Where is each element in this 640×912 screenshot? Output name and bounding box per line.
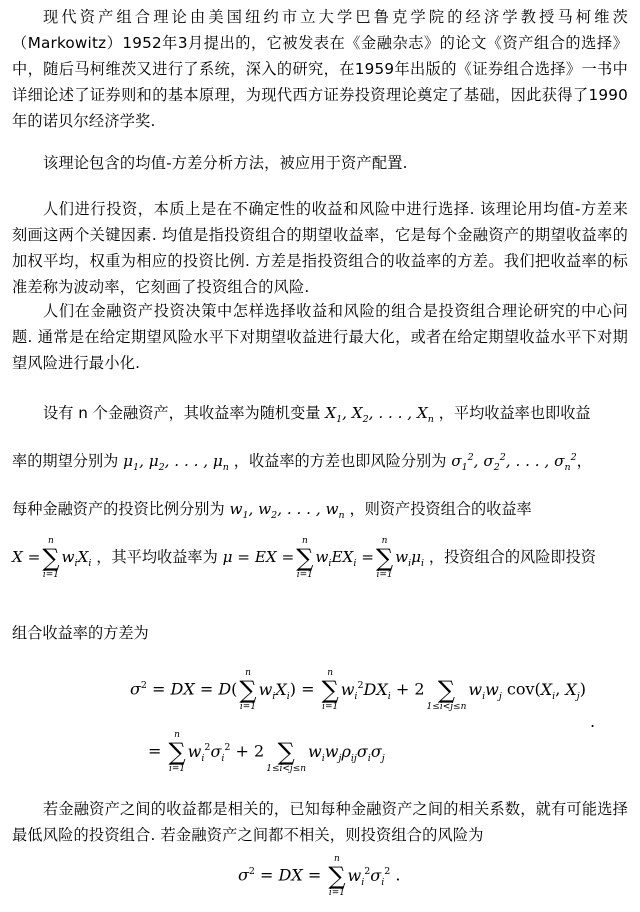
weights-text-b: ，则资产投资组合的收益率 bbox=[349, 500, 532, 518]
correlation-paragraph: 若金融资产之间的收益都是相关的，已知每种金融资产之间的相关系数，就有可能选择最低风险的投资组合. 若金融资产之间都不相关，则投资组合的风险为 bbox=[12, 800, 628, 844]
weights-text-a: 每种金融资产的投资比例分别为 bbox=[12, 500, 225, 518]
means-formula: $\mu_1$, $\mu_2$, . . . , $\mu_n$ bbox=[123, 452, 229, 474]
weights-line bbox=[12, 496, 632, 522]
uncorrelated-variance-equation: $\sigma^2$ = DX = n ∑ i=1 $w_i^2\sigma_i^2$ . bbox=[238, 854, 401, 898]
returns-formula: $X_1$, $X_2$, . . . , $X_n$ bbox=[325, 404, 434, 426]
mean-variance-paragraph: 人们进行投资，本质上是在不确定性的收益和风险中进行选择. 该理论用均值-方差来刻画这两个关键因素. 均值是指投资组合的期望收益率，它是每个金融资产的期望收益率的加权平均，权重为相应的投资比例. 方差是指投资组合的收益率的方差。我们把收益率的标准差称为波动率，它刻画了投资组合的风险. bbox=[12, 200, 628, 296]
assets-text-a: 设有 n 个金融资产，其收益率为随机变量 bbox=[43, 404, 321, 422]
variances-formula: $\sigma_1^2$, $\sigma_2^2$, . . . , $\sigma_n^2$ bbox=[451, 451, 577, 474]
portfolio-return-text-b: ，投资组合的风险即投资 bbox=[428, 548, 596, 566]
expectation-text-b: ，收益率的方差也即风险分别为 bbox=[233, 452, 447, 470]
equation-period: . bbox=[590, 712, 596, 731]
core-problem-paragraph: 人们在金融资产投资决策中怎样选择收益和风险的组合是投资组合理论研究的中心问题. 通常是在给定期望风险水平下对期望收益进行最大化，或者在给定期望收益水平下对期望风险进行最小化. bbox=[12, 302, 628, 372]
assets-line bbox=[12, 400, 632, 426]
variance-intro-line: 组合收益率的方差为 bbox=[12, 624, 149, 642]
mean-return-formula: μ = EX = n ∑ i=1 $w_iEX_i$ = n ∑ i=1 $w_i\mu_i$ bbox=[222, 536, 425, 580]
portfolio-return-text-a: ，其平均收益率为 bbox=[96, 548, 218, 566]
variance-equation-2: = n ∑ i=1 $w_i^2\sigma_i^2 + 2$ ∑ 1≤i<j≤n $w_iw_j\rho_{ij}\sigma_i\sigma_j$ bbox=[148, 730, 385, 774]
expectation-line: 率的期望分别为 $\mu_1$, $\mu_2$, . . . , $\mu_n$ ，收益率的方差也即风险分别为 $\sigma_1^2$, $\sigma_2^2$, . . . , $\sigma_n^2$， bbox=[12, 451, 592, 474]
portfolio-return-line bbox=[12, 534, 632, 580]
method-paragraph: 该理论包含的均值-方差分析方法，被应用于资产配置. bbox=[43, 154, 408, 172]
assets-text-b: ，平均收益率也即收益 bbox=[438, 404, 591, 422]
portfolio-return-formula: X = n ∑ i=1 $w_iX_i$ bbox=[12, 536, 92, 580]
weights-formula: $w_1$, $w_2$, . . . , $w_n$ bbox=[229, 500, 345, 522]
expectation-text-a: 率的期望分别为 bbox=[12, 452, 119, 470]
variance-equation-1: $\sigma^2$ = DX = D( n ∑ i=1 $w_iX_i$) = n ∑ i=1 $w_i^2DX_i + 2$ ∑ 1≤i<j≤n $w_iw_j$ $cov(X_i$, $X_j$) bbox=[130, 668, 586, 712]
intro-paragraph: 现代资产组合理论由美国纽约市立大学巴鲁克学院的经济学教授马柯维茨（Markowitz）1952年3月提出的，它被发表在《金融杂志》的论文《资产组合的选择》中，随后马柯维茨又进行了系统，深入的研究，在1959年出版的《证券组合选择》一书中详细论述了证券则和的基本原理，为现代西方证券投资理论奠定了基础，因此获得了1990年的诺贝尔经济学奖. bbox=[12, 8, 628, 130]
